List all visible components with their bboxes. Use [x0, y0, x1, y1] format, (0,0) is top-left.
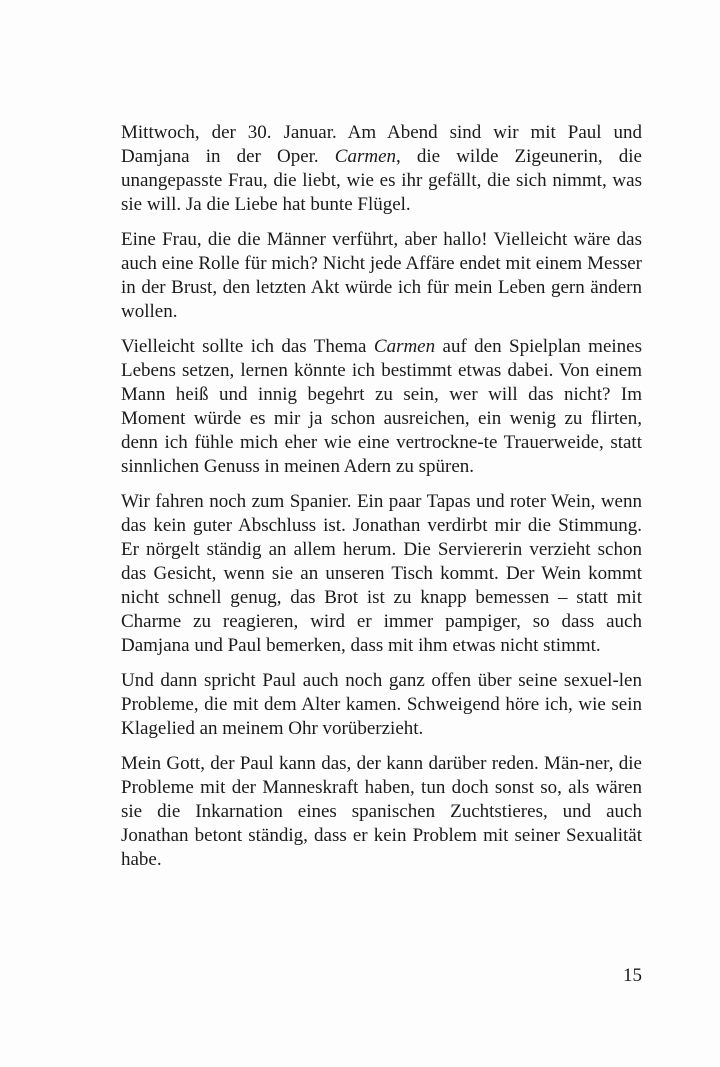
text-run: auf den Spielplan meines Lebens setzen, lernen könnte ich bestimmt etwas dabei. Von einem Mann heiß und innig begehrt zu sein, wer will das nicht? Im Moment würde es mir ja schon ausreichen, ein wenig zu flirten, denn ich fühle mich eher wie eine vertrockne-te Trauerweide, statt sinnlichen Genuss in meinen Adern zu spüren. — [121, 336, 643, 477]
italic-title: Carmen — [373, 336, 436, 357]
text-run: Mittwoch, der 30. Januar. Am Abend sind wir mit Paul und Damjana in der Oper. — [121, 122, 642, 167]
text-run: Vielleicht sollte ich das Thema — [121, 336, 374, 357]
paragraph — [121, 335, 642, 479]
paragraph — [121, 752, 642, 872]
text-run: , die wilde Zigeunerin, die unangepasste Frau, die liebt, wie es ihr gefällt, die sich nimmt, was sie will. Ja die Liebe hat bunte Flügel. — [121, 146, 642, 215]
page-number: 15 — [623, 965, 642, 986]
italic-title: Carmen — [334, 146, 397, 167]
paragraph — [121, 228, 642, 324]
body-text — [121, 121, 642, 883]
paragraph — [121, 490, 642, 658]
paragraph — [121, 669, 642, 741]
text-run: Und dann spricht Paul auch noch ganz offen über seine sexuel-len Probleme, die mit dem Alter kamen. Schweigend höre ich, wie sein Klagelied an meinem Ohr vorüberzieht. — [121, 670, 642, 739]
paragraph — [121, 121, 642, 217]
text-run: Wir fahren noch zum Spanier. Ein paar Tapas und roter Wein, wenn das kein guter Abschluss ist. Jonathan verdirbt mir die Stimmung. Er nörgelt ständig an allem herum. Die Serviererin verzieht schon das Gesicht, wenn sie an unseren Tisch kommt. Der Wein kommt nicht schnell genug, das Brot ist zu knapp bemessen – statt mit Charme zu reagieren, wird er immer pampiger, so dass auch Damjana und Paul bemerken, dass mit ihm etwas nicht stimmt. — [121, 491, 642, 656]
text-run: Mein Gott, der Paul kann das, der kann darüber reden. Män-ner, die Probleme mit der Manneskraft haben, tun doch sonst so, als wären sie die Inkarnation eines spanischen Zuchtstieres, und auch Jonathan betont ständig, dass er kein Problem mit seiner Sexualität habe. — [121, 753, 642, 870]
text-run: Eine Frau, die die Männer verführt, aber hallo! Vielleicht wäre das auch eine Rolle für mich? Nicht jede Affäre endet mit einem Messer in der Brust, den letzten Akt würde ich für mein Leben gern ändern wollen. — [121, 229, 642, 322]
